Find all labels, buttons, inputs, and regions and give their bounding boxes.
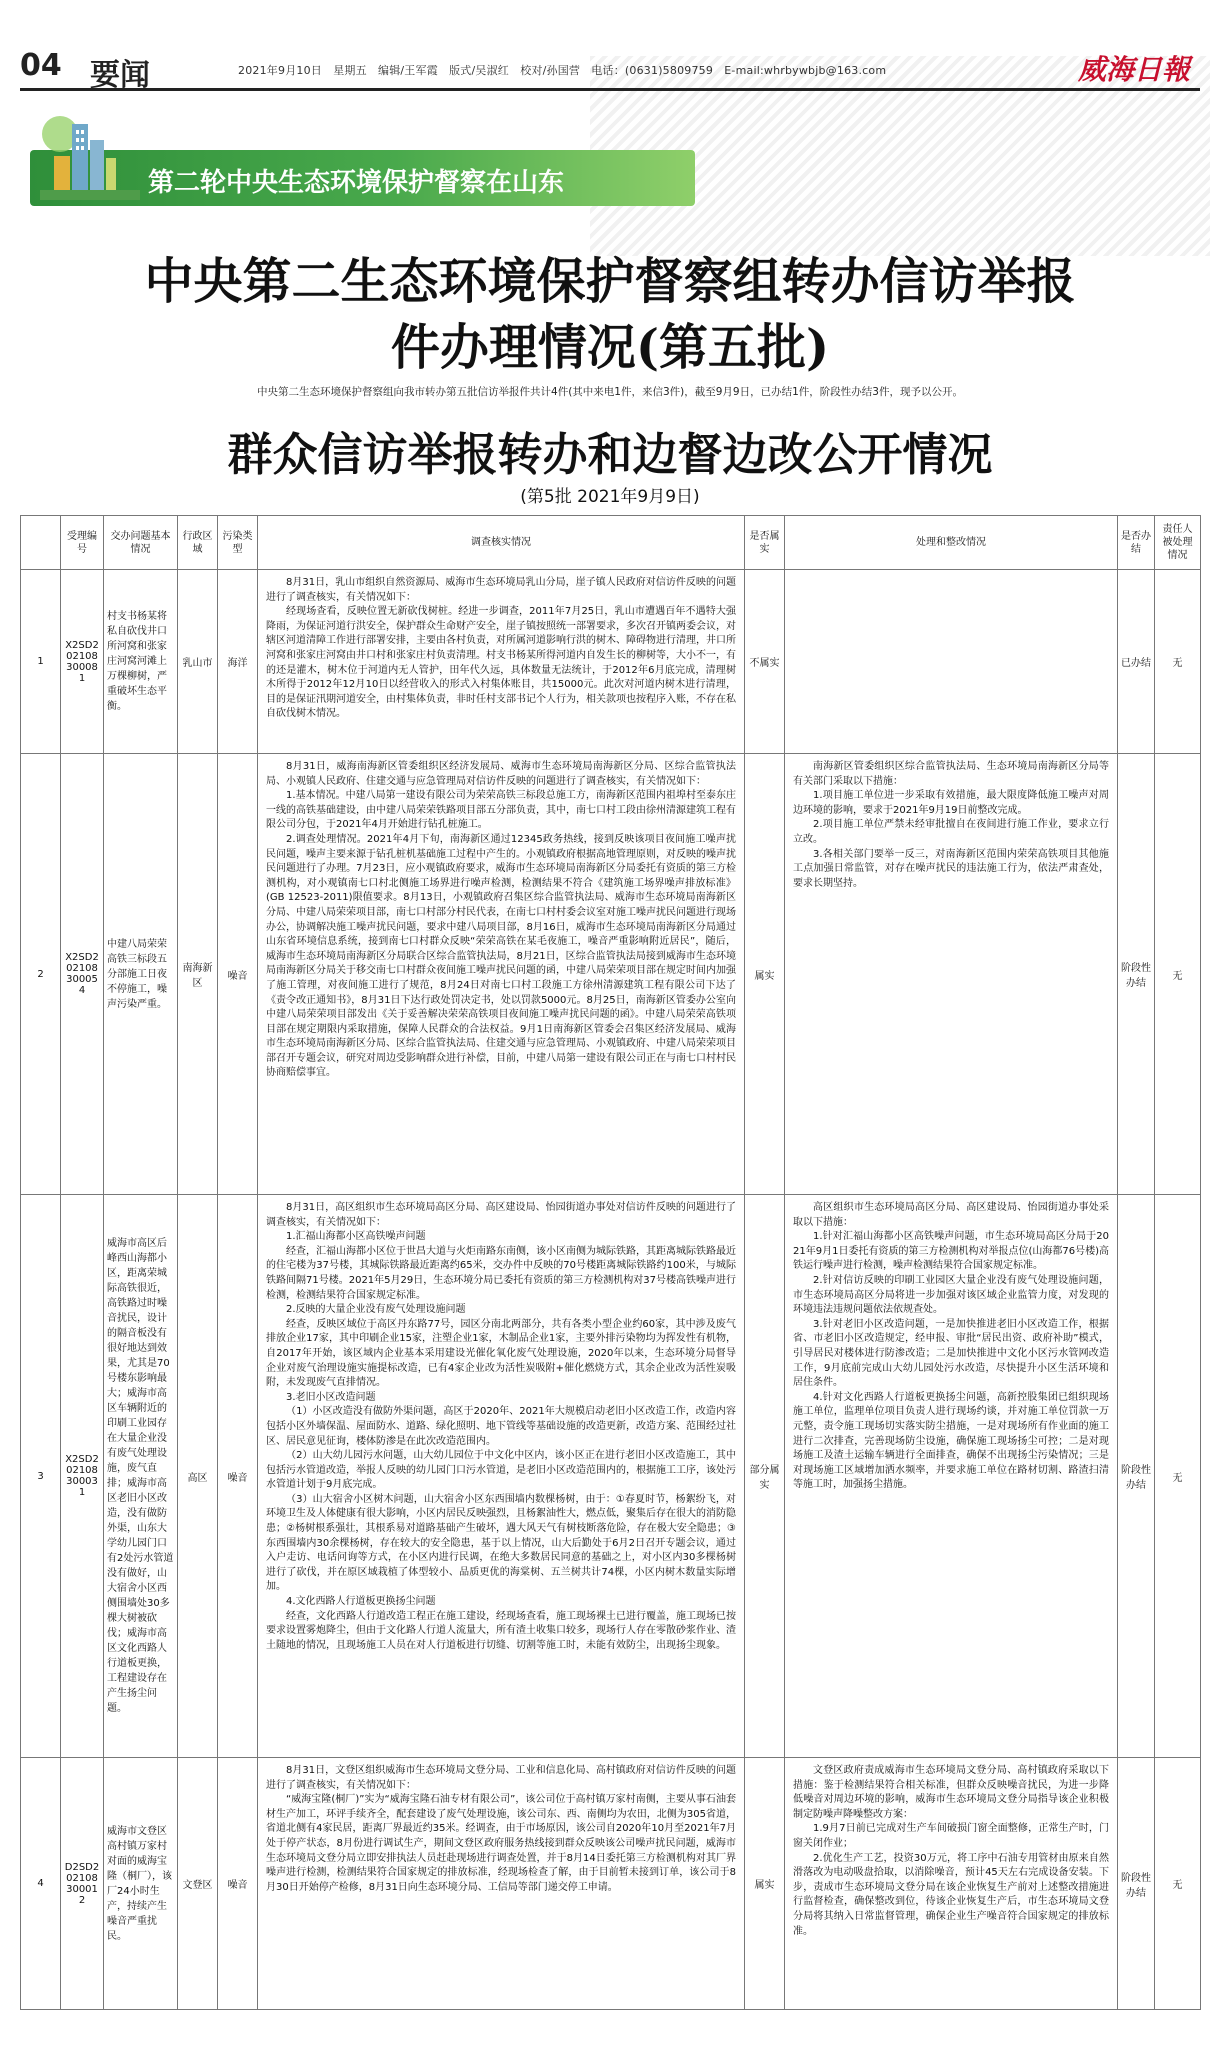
row-index: 4 [21,1758,61,2010]
table-row [21,1195,1201,1758]
investigation-paragraph: 8月31日，高区组织市生态环境局高区分局、高区建设局、怡园街道办事处对信访件反映的问题进行了调查核实，有关情况如下： [266,1202,736,1228]
table-header-row [21,516,1201,570]
accountability: 无 [1155,1758,1201,2010]
investigation-paragraph: “威海宝隆(桐厂)”实为“威海宝隆石油专材有限公司”，该公司位于高村镇万家村南侧，主要从事石油套材生产加工，环评手续齐全，配套建设了废气处理设施，该公司东、西、南侧均为农田，北侧为305省道，省道北侧有4家民居，距离厂界最近约35米。经调查，由于市场原因，该公司自2020年10月至2021年7月处于停产状态，8月份进行调试生产，期间文登区政府服务热线接到群众反映该公司噪声扰民问题，威海市生态环境局文登分局立即安排执法人员赶赴现场进行调查处置，并于8月14日委托第三方检测机构对其厂界噪声进行检测，检测结果符合国家规定的排放标准，经现场检查了解，由于目前暂未接到订单，该公司于8月30日开始停产检修，8月31日向生态环境分局、工信局等部门递交停工申请。 [266,1794,736,1893]
row-index: 1 [21,570,61,754]
pollution-type: 噪音 [218,1758,258,2010]
region: 南海新区 [178,754,218,1195]
region: 乳山市 [178,570,218,754]
masthead [20,48,1200,91]
investigation-paragraph: 经查，文化西路人行道改造工程正在施工建设，经现场查看，施工现场裸土已进行覆盖，施工现场已按要求设置雾炮降尘，但由于文化路人行道人流量大，所有渣土收集口较多，现场行人存在零散砂浆作业、渣土随地的情况，且现场施工人员在对人行道板进行切缝、切割等施工时，未能有效防尘，出现扬尘现象。 [266,1610,736,1651]
handling-paragraph: 文登区政府责成威海市生态环境局文登分局、高村镇政府采取以下措施：鉴于检测结果符合相关标准，但群众反映噪音扰民，为进一步降低噪音对周边环境的影响，威海市生态环境局文登分局指导该企业积极制定防噪声降噪整改方案： [793,1765,1109,1820]
investigation-paragraph: 8月31日，文登区组织威海市生态环境局文登分局、工业和信息化局、高村镇政府对信访件反映的问题进行了调查核实，有关情况如下： [266,1765,736,1791]
investigation-paragraph: 1.汇福山海都小区高铁噪声问题 [286,1231,426,1243]
handling-text [785,1758,1118,2010]
col-header-verified: 是否属实 [745,516,785,570]
case-id: X2SD202108300081 [61,570,104,754]
handling-paragraph: 2.项目施工单位严禁未经审批擅自在夜间进行施工作业，要求立行立改。 [793,819,1109,845]
banner-text: 第二轮中央生态环境保护督察在山东 [148,168,565,198]
investigation-paragraph: 4.文化西路人行道板更换扬尘问题 [286,1596,436,1608]
handling-paragraph: 1.项目施工单位进一步采取有效措施，最大限度降低施工噪声对周边环境的影响，要求于2021年9月19日前整改完成。 [793,790,1109,816]
case-id: X2SD202108300031 [61,1195,104,1758]
handling-text [785,570,1118,754]
handling-paragraph: 4.针对文化西路人行道板更换扬尘问题，高新控股集团已组织现场施工单位，监理单位项目负责人进行现场约谈，并对施工单位罚款一万元整，责令施工现场切实落实防尘措施，一是对现场所有作业面的施工进行二次排查，完善现场防尘设施，确保施工现场扬尘可控；二是对现场施工及渣土运输车辆进行全面排查，确保不出现扬尘污染情况；三是对现场施工区域增加洒水频率，并要求施工单位在路材切割、路渣扫清等施工时，加强扬尘措施。 [793,1391,1109,1491]
issue-summary: 威海市文登区高村镇万家村对面的威海宝隆（桐厂），该厂24小时生产，持续产生噪音严重扰民。 [104,1758,178,2010]
issue-summary: 村支书杨某将私自砍伐井口所河窝和张家庄河窝河滩上万棵柳树，严重破坏生态平衡。 [104,570,178,754]
handling-text [785,1195,1118,1758]
headline-line-2: 件办理情况(第五批) [390,318,830,376]
col-header-handling: 处理和整改情况 [785,516,1118,570]
investigation-text [258,754,745,1195]
page-number: 04 [20,48,62,83]
section-title: 要闻 [90,58,150,93]
case-id: X2SD202108300054 [61,754,104,1195]
investigation-paragraph: 1.基本情况。中建八局第一建设有限公司为荣荣高铁三标段总施工方，南海新区范围内祖埠村至泰东庄一线的高铁基础建设，由中建八局荣荣铁路项目部五分部负责，其中，南七口村工段由徐州清源建筑工程有限公司分包，于2021年4月开始进行钻孔桩施工。 [266,790,736,831]
closed-status: 阶段性办结 [1118,1758,1155,2010]
newspaper-logo: 威海日報 [1077,53,1190,86]
investigation-paragraph: （2）山大幼儿园污水问题，山大幼儿园位于中文化中区内，该小区正在进行老旧小区改造施工，其中包括污水管道改造，举报人反映的幼儿园门口污水管道，是老旧小区改造范围内的，根据施工工序，该处污水管道计划于9月底完成。 [266,1450,736,1491]
region: 文登区 [178,1758,218,2010]
pollution-type: 海洋 [218,570,258,754]
investigation-paragraph: 2.反映的大量企业没有废气处理设施问题 [286,1304,466,1316]
accountability: 无 [1155,1195,1201,1758]
col-header-pollution: 污染类型 [218,516,258,570]
col-header-investigation: 调查核实情况 [258,516,745,570]
row-index: 3 [21,1195,61,1758]
closed-status: 阶段性办结 [1118,1195,1155,1758]
investigation-paragraph: 经现场查看，反映位置无新砍伐树桩。经进一步调查，2011年7月25日，乳山市遭遇百年不遇特大强降雨，为保证河道行洪安全，保护群众生命财产安全，崖子镇按照统一部署要求，多次召开镇两委会议，对辖区河道清障工作进行部署安排，主要由各村负责，对所属河道影响行洪的树木、障碍物进行清理，井口所河窝和张家庄河窝由井口村和张家庄村负责清理。村支书杨某所得河道内自发生长的柳树等，大小不一，有的还是灌木，树木位于河道内无人管护，田年代久远，具体数量无法统计，于2012年6月底完成，清理树木所得于2012年12月10日以经营收入的形式入村集体账目，共15000元。此次对河道内树木进行清理，目的是保证汛期河道安全，由村集体负责，非时任村支部书记个人行为，相关款项也按程序入账，不存在私自砍伐树木情况。 [266,606,736,720]
city-skyline-icon [30,104,150,208]
intro-paragraph: 中央第二生态环境保护督察组向我市转办第五批信访举报件共计4件(其中来电1件，来信3件)，截至9月9日，已办结1件，阶段性办结3件，现予以公开。 [257,386,963,398]
headline-line-1: 中央第二生态环境保护督察组转办信访举报 [144,252,1076,310]
handling-paragraph: 1.9月7日前已完成对生产车间破损门窗全面整修，正常生产时，门窗关闭作业； [793,1823,1109,1849]
col-header-index [21,516,61,570]
handling-text [785,754,1118,1195]
pollution-type: 噪音 [218,754,258,1195]
row-index: 2 [21,754,61,1195]
investigation-paragraph: （3）山大宿舍小区树木问题，山大宿舍小区东西围墙内数棵杨树，由于：①春夏时节，杨絮纷飞，对环境卫生及人体健康有很大影响，小区内居民反映强烈，且杨絮油性大，燃点低，聚集后存在很大的消防隐患；②杨树根系强壮，其根系易对道路基础产生破坏，遇大风天气有树枝断落危险，存在极大安全隐患；③东西围墙内30余棵杨树，存在较大的安全隐患，基于以上情况，山大后勤处于6月2日召开专题会议，通过入户走访、电话问询等方式，在小区内进行民调，在绝大多数居民同意的基础之上，对小区内30多棵杨树进行了砍伐，并在原区域栽植了体型较小、品质更优的海棠树、五兰树共计74棵，小区内树木数量实际增加。 [266,1493,736,1593]
col-header-accountability: 责任人被处理情况 [1155,516,1201,570]
handling-paragraph: 3.各相关部门要举一反三，对南海新区范围内荣荣高铁项目其他施工点加强日常监管，对存在噪声扰民的违法施工行为，依法严肃查处，要求长期坚持。 [793,848,1109,889]
accountability: 无 [1155,754,1201,1195]
verified-status: 属实 [745,1758,785,2010]
investigation-paragraph: 8月31日，乳山市组织自然资源局、威海市生态环境局乳山分局，崖子镇人民政府对信访件反映的问题进行了调查核实，有关情况如下： [266,577,736,603]
verified-status: 不属实 [745,570,785,754]
cases-table [20,515,1201,2010]
closed-status: 阶段性办结 [1118,754,1155,1195]
case-id: D2SD202108300012 [61,1758,104,2010]
table-row [21,570,1201,754]
investigation-paragraph: 3.老旧小区改造问题 [286,1391,376,1403]
handling-paragraph: 2.优化生产工艺，投资30万元，将工序中石油专用管材由原来自然滑落改为电动吸盘拾取，以消除噪音，预计45天左右完成设备安装。下步，责成市生态环境局文登分局在该企业恢复生产前对上述整改措施进行监督检查，确保整改到位，待该企业恢复生产后，市生态环境局文登分局将其纳入日常监督管理，确保企业生产噪音符合国家规定的排放标准。 [793,1852,1109,1937]
verified-status: 部分属实 [745,1195,785,1758]
edition-meta: 2021年9月10日 星期五 编辑/王军霞 版式/吴淑红 校对/孙国营 电话：(0631)5809759 E-mail:whrbywbjb@163.com [238,64,887,77]
table-row [21,754,1201,1195]
accountability: 无 [1155,570,1201,754]
handling-paragraph: 南海新区管委组织区综合监管执法局、生态环境局南海新区分局等有关部门采取以下措施： [793,761,1109,787]
investigation-paragraph: 经查，反映区域位于高区丹东路77号，园区分南北两部分，共有各类小型企业约60家，其中涉及废气排放企业17家，其中印刷企业15家，注塑企业1家，木制品企业1家，主要外排污染物均为挥发性有机物，自2017年开始，该区域内企业基本采用建设光催化氧化废气处理设施，2020年以来，生态环境分局督导企业对废气治理设施实施提标改造，已有4家企业改为活性炭吸附+催化燃烧方式，其余企业改为活性炭吸附，未发现废气直排情况。 [266,1318,736,1389]
investigation-text [258,1195,745,1758]
subheadline: 群众信访举报转办和边督边改公开情况 [227,428,993,481]
investigation-paragraph: 经查，汇福山海都小区位于世昌大道与火炬南路东南侧，该小区南侧为城际铁路，其距离城际铁路最近的住宅楼为37号楼，其城际铁路最近距离约65米，交办件中反映的70号楼距离城际铁路约100米，与城际铁路间隔71号楼。2021年5月29日，生态环境分局已委托有资质的第三方检测机构对37号楼高铁噪声进行检测，检测结果符合国家规定标准。 [266,1245,736,1301]
handling-paragraph: 1.针对汇福山海都小区高铁噪声问题，市生态环境局高区分局于2021年9月1日委托有资质的第三方检测机构对举报点位(山海都76号楼)高铁运行噪声进行检测，噪声检测结果符合国家规定标准。 [793,1231,1109,1272]
region: 高区 [178,1195,218,1758]
handling-paragraph: 3.针对老旧小区改造问题，一是加快推进老旧小区改造工作，根据省、市老旧小区改造规定，经申报、审批“居民出资、政府补助”模式，引导居民对楼体进行防渗改造；二是加快推进中文化小区污水管网改造工作，9月底前完成山大幼儿园处污水改造，尽快提升小区生活环境和居住条件。 [793,1318,1109,1389]
handling-paragraph: 高区组织市生态环境局高区分局、高区建设局、怡园街道办事处采取以下措施： [793,1202,1109,1228]
pollution-type: 噪音 [218,1195,258,1758]
table-row [21,1758,1201,2010]
closed-status: 已办结 [1118,570,1155,754]
col-header-region: 行政区域 [178,516,218,570]
investigation-paragraph: 2.调查处理情况。2021年4月下旬，南海新区通过12345政务热线，接到反映该项目夜间施工噪声扰民问题，噪声主要来源于钻孔桩机基础施工过程中产生的。小观镇政府根据高地管理原则，对反映的噪声扰民问题进行了办理。7月23日，应小观镇政府要求，威海市生态环境局南海新区分局委托有资质的第三方检测机构，对小观镇南七口村北侧施工场界进行噪声检测，检测结果不符合《建筑施工场界噪声排放标准》(GB 12523-2011)限值要求。8月13日，小观镇政府召集区综合监管执法局、威海市生态环境局南海新区分局、中建八局荣荣项目部，南七口村部分村民代表，在南七口村村委会议室对施工噪声扰民问题进行现场办公，协调解决施工噪声扰民问题，要求中建八局项目部，8月16日，威海市生态环境局南海新区分局通过山东省环境信息系统，接到南七口村群众反映“荣荣高铁在某毛夜施工，噪音严重影响附近居民”，随后，威海市生态环境局南海新区分局联合区综合监管执法局，8月21日，区综合监管执法局接到威海市生态环境局南海新区分局关于移交南七口村群众夜间施工噪声扰民问题的函，中建八局荣荣项目部在规定时间内加强了施工管理，对夜间施工进行了规范，8月24日对南七口村工段施工方徐州清源建筑工程有限公司下达了《责令改正通知书》，8月31日下达行政处罚决定书，处以罚款5000元。8月25日，南海新区管委办公室向中建八局荣荣项目部发出《关于妥善解决荣荣高铁项目夜间施工噪声扰民问题的函》。中建八局荣荣高铁项目部在规定期限内采取措施，保障人民群众的合法权益。9月1日南海新区管委会召集区经济发展局、威海市生态环境局南海新区分局、区综合监管执法局、住建交通与应急管理局、小观镇政府、中建八局荣荣项目部召开专题会议，研究对周边受影响群众进行补偿，目前，中建八局第一建设有限公司正在与南七口村村民协商赔偿事宜。 [266,833,736,1079]
investigation-paragraph: 8月31日，威海南海新区管委组织区经济发展局、威海市生态环境局南海新区分局、区综合监管执法局、小观镇人民政府、住建交通与应急管理局对信访件反映的问题进行了调查核实，有关情况如下： [266,761,736,787]
issue-summary: 威海市高区后峰西山海都小区，距离荣城际高铁很近，高铁路过时噪音扰民，设计的隔音板没有很好地达到效果，尤其是70号楼东影响最大；威海市高区车辆附近的印刷工业园存在大量企业没有废气处理设施，废气直排；威海市高区老旧小区改造，没有做防外渠，山东大学幼儿园门口有2处污水管道没有做好，山大宿舍小区西侧围墙处30多棵大树被砍伐；威海市高区文化西路人行道板更换，工程建设存在产生扬尘问题。 [104,1195,178,1758]
col-header-id: 受理编号 [61,516,104,570]
batch-date: (第5批 2021年9月9日) [520,487,700,507]
handling-paragraph: 2.针对信访反映的印刷工业园区大量企业没有废气处理设施问题，市生态环境局高区分局将进一步加强对该区域企业监管力度，对发现的环境违法违规问题依法依规查处。 [793,1274,1109,1316]
verified-status: 属实 [745,754,785,1195]
headline [20,248,1200,380]
investigation-text [258,570,745,754]
investigation-paragraph: （1）小区改造没有做防外渠问题，高区于2020年、2021年大规模启动老旧小区改造工作，改造内容包括小区外墙保温、屋面防水、道路、绿化照明、地下管线等基础设施的改造更新，改造方案、范围经过社区、居民意见征询，楼体防渗是在此次改造范围内。 [266,1406,736,1447]
col-header-closed: 是否办结 [1118,516,1155,570]
col-header-issue: 交办问题基本情况 [104,516,178,570]
issue-summary: 中建八局荣荣高铁三标段五分部施工日夜不停施工，噪声污染严重。 [104,754,178,1195]
investigation-text [258,1758,745,2010]
